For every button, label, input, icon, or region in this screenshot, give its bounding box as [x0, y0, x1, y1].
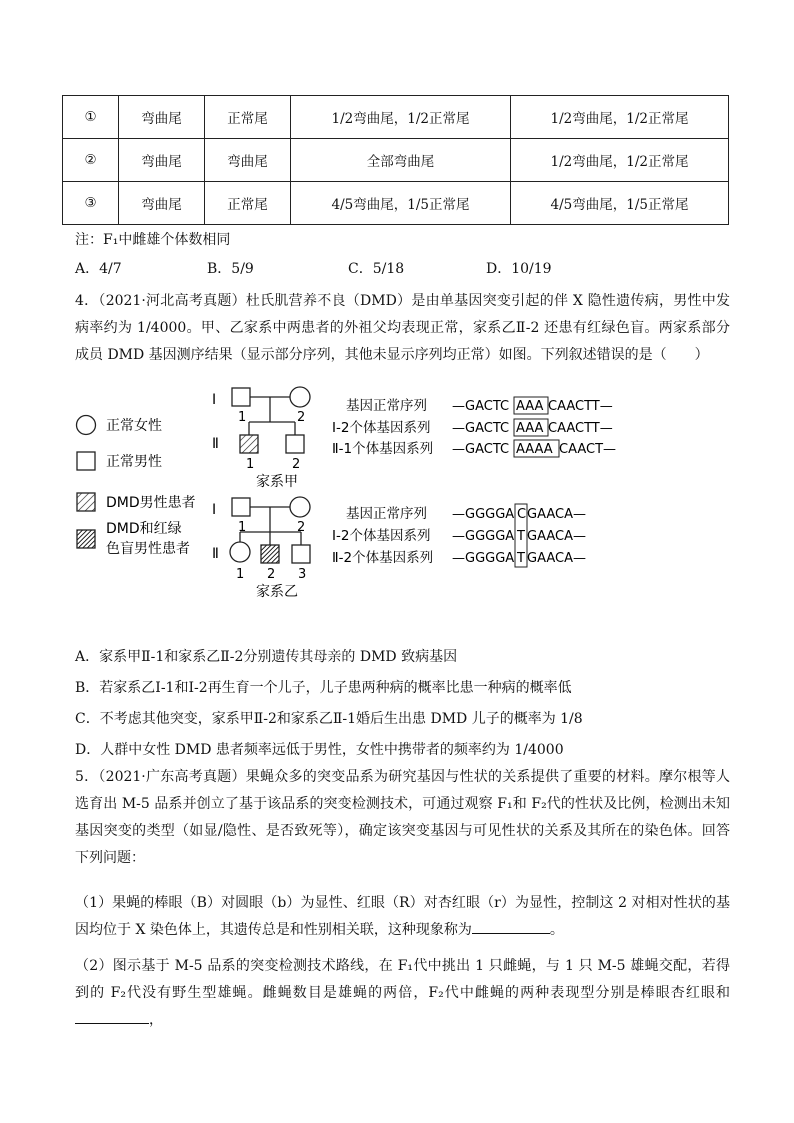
answer-blank-1[interactable]: [472, 919, 550, 934]
table-cell: 弯曲尾: [205, 139, 291, 182]
part-2-end: ，: [149, 1012, 163, 1028]
cross-results-table: [62, 95, 729, 225]
table-row: [63, 139, 729, 182]
q4-option-d: D．人群中女性 DMD 患者频率远低于男性，女性中携带者的频率约为 1/4000: [75, 742, 564, 758]
individual-number: 2: [297, 520, 306, 535]
family-b-pedigree: [212, 497, 310, 600]
legend-female-label: 正常女性: [106, 418, 162, 434]
individual-number: 2: [297, 410, 306, 425]
answer-blank-2[interactable]: [75, 1009, 149, 1024]
table-cell: 1/2弯曲尾，1/2正常尾: [511, 96, 729, 139]
legend-dmd-colorblind-symbol: [77, 530, 95, 548]
q4-option-b: B．若家系乙Ⅰ-1和Ⅰ-2再生育一个儿子，儿子患两种病的概率比患一种病的概率低: [75, 680, 572, 696]
family-b-II1-female: [230, 542, 250, 562]
legend-male-symbol: [77, 452, 95, 470]
individual-number: 1: [236, 567, 245, 582]
table-note: 注：F₁中雌雄个体数相同: [75, 232, 231, 248]
row-number: ②: [63, 139, 119, 182]
table-cell: 4/5弯曲尾，1/5正常尾: [511, 182, 729, 225]
legend-female-symbol: [77, 416, 96, 435]
option-d: D．10/19: [486, 261, 552, 277]
legend-dmd-male-label: DMD男性患者: [106, 495, 196, 511]
pedigree-figure: [60, 380, 680, 610]
option-b: B．5/9: [207, 261, 254, 277]
table-cell: 弯曲尾: [119, 182, 205, 225]
part-1-text: （1）果蝇的棒眼（B）对圆眼（b）为显性、红眼（R）对杏红眼（r）为显性，控制这 2 对相对性状的基因均位于 X 染色体上，其遗传总是和性别相关联，这种现象称为: [75, 895, 730, 938]
seq-pre: —GACTC: [452, 399, 510, 414]
generation-label: Ⅰ: [212, 502, 217, 518]
seq-box: T: [517, 529, 525, 544]
seq-post: GAACA—: [527, 529, 586, 544]
question-4-stem: 4．（2021·河北高考真题）杜氏肌营养不良（DMD）是由单基因突变引起的伴 X 隐性遗传病，男性中发病率约为 1/4000。甲、乙家系中两患者的外祖父均表现正常，家系乙Ⅱ-2 还患有红绿色盲。两家系部分成员 DMD 基因测序结果（显示部分序列，其他未显示序列均正常）如图。下列叙述错误的是（ ）: [75, 293, 730, 363]
family-b-I1-male: [232, 498, 250, 516]
q4-option-a: A．家系甲Ⅱ-1和家系乙Ⅱ-2分别遗传其母亲的 DMD 致病基因: [75, 649, 458, 665]
part-1-end: 。: [549, 922, 564, 938]
family-a-sequences: [332, 397, 616, 457]
table-row: [63, 96, 729, 139]
individual-number: 3: [298, 567, 307, 582]
q4-option-c: C．不考虑其他突变，家系甲Ⅱ-2和家系乙Ⅱ-1婚后生出患 DMD 儿子的概率为 1/8: [75, 711, 583, 727]
seq-label: 基因正常序列: [346, 506, 427, 522]
legend-male-label: 正常男性: [106, 454, 162, 470]
family-b-caption: 家系乙: [256, 584, 298, 600]
question-5-part-2: [75, 953, 730, 1034]
table-cell: 1/2弯曲尾，1/2正常尾: [511, 139, 729, 182]
legend-dmd-colorblind-label-2: 色盲男性患者: [106, 541, 190, 557]
family-a-caption: 家系甲: [256, 474, 298, 490]
seq-pre: —GGGGA: [452, 529, 515, 544]
seq-post: GAACA—: [527, 551, 586, 566]
table-cell: 正常尾: [205, 96, 291, 139]
individual-number: 1: [238, 410, 247, 425]
individual-number: 2: [292, 457, 301, 472]
seq-label: Ⅰ-2个体基因系列: [332, 420, 431, 436]
seq-label: Ⅱ-1个体基因系列: [332, 441, 434, 457]
seq-post: CAACT—: [559, 442, 617, 457]
table-cell: 1/2弯曲尾，1/2正常尾: [291, 96, 511, 139]
seq-label: 基因正常序列: [346, 398, 427, 414]
seq-box: AAA: [516, 399, 544, 414]
family-a-I1-male: [232, 388, 250, 406]
individual-number: 2: [267, 567, 276, 582]
seq-post: GAACA—: [527, 507, 586, 522]
generation-label: Ⅱ: [212, 546, 219, 562]
family-b-I2-female: [290, 497, 310, 517]
family-a-I2-female: [290, 387, 310, 407]
option-a: A．4/7: [75, 261, 122, 277]
legend-dmd-colorblind-label-1: DMD和红绿: [106, 521, 182, 537]
family-b-II2-dmd-colorblind-male: [261, 545, 279, 563]
row-number: ③: [63, 182, 119, 225]
table-cell: 弯曲尾: [119, 96, 205, 139]
table-cell: 正常尾: [205, 182, 291, 225]
option-c: C．5/18: [348, 261, 405, 277]
question-5-part-1: [75, 890, 730, 944]
legend-dmd-male-symbol: [77, 493, 95, 511]
table-cell: 弯曲尾: [119, 139, 205, 182]
family-a-pedigree: [212, 387, 310, 490]
seq-post: CAACTT—: [548, 421, 613, 436]
generation-label: Ⅱ: [212, 436, 219, 452]
individual-number: 1: [246, 457, 255, 472]
row-number: ①: [63, 96, 119, 139]
family-b-sequences: [332, 504, 586, 567]
seq-box: AAA: [516, 421, 544, 436]
table-row: [63, 182, 729, 225]
seq-box: T: [517, 551, 525, 566]
generation-label: Ⅰ: [212, 392, 217, 408]
seq-label: Ⅰ-2个体基因系列: [332, 528, 431, 544]
family-a-II1-dmd-male: [240, 435, 258, 453]
part-2-text: （2）图示基于 M-5 品系的突变检测技术路线，在 F₁代中挑出 1 只雌蝇，与 1 只 M-5 雄蝇交配，若得到的 F₂代没有野生型雄蝇。雌蝇数目是雄蝇的两倍，F₂代中雌蝇的两种表现型分别是棒眼杏红眼和: [75, 958, 730, 1001]
seq-pre: —GGGGA: [452, 551, 515, 566]
seq-pre: —GGGGA: [452, 507, 515, 522]
seq-pre: —GACTC: [452, 442, 510, 457]
question-5-stem: 5．（2021·广东高考真题）果蝇众多的突变品系为研究基因与性状的关系提供了重要的材料。摩尔根等人选育出 M-5 品系并创立了基于该品系的突变检测技术，可通过观察 F₁和 F₂代的性状及比例，检测出未知基因突变的类型（如显/隐性、是否致死等），确定该突变基因与可见性状的关系及其所在的染色体。回答下列问题：: [75, 769, 730, 866]
family-a-II2-male: [286, 435, 304, 453]
individual-number: 1: [238, 520, 247, 535]
seq-pre: —GACTC: [452, 421, 510, 436]
seq-box: AAAA: [516, 442, 553, 457]
seq-label: Ⅱ-2个体基因系列: [332, 550, 434, 566]
family-b-II3-male: [292, 545, 310, 563]
table-cell: 全部弯曲尾: [291, 139, 511, 182]
seq-box: C: [517, 507, 527, 522]
table-cell: 4/5弯曲尾，1/5正常尾: [291, 182, 511, 225]
seq-post: CAACTT—: [548, 399, 613, 414]
